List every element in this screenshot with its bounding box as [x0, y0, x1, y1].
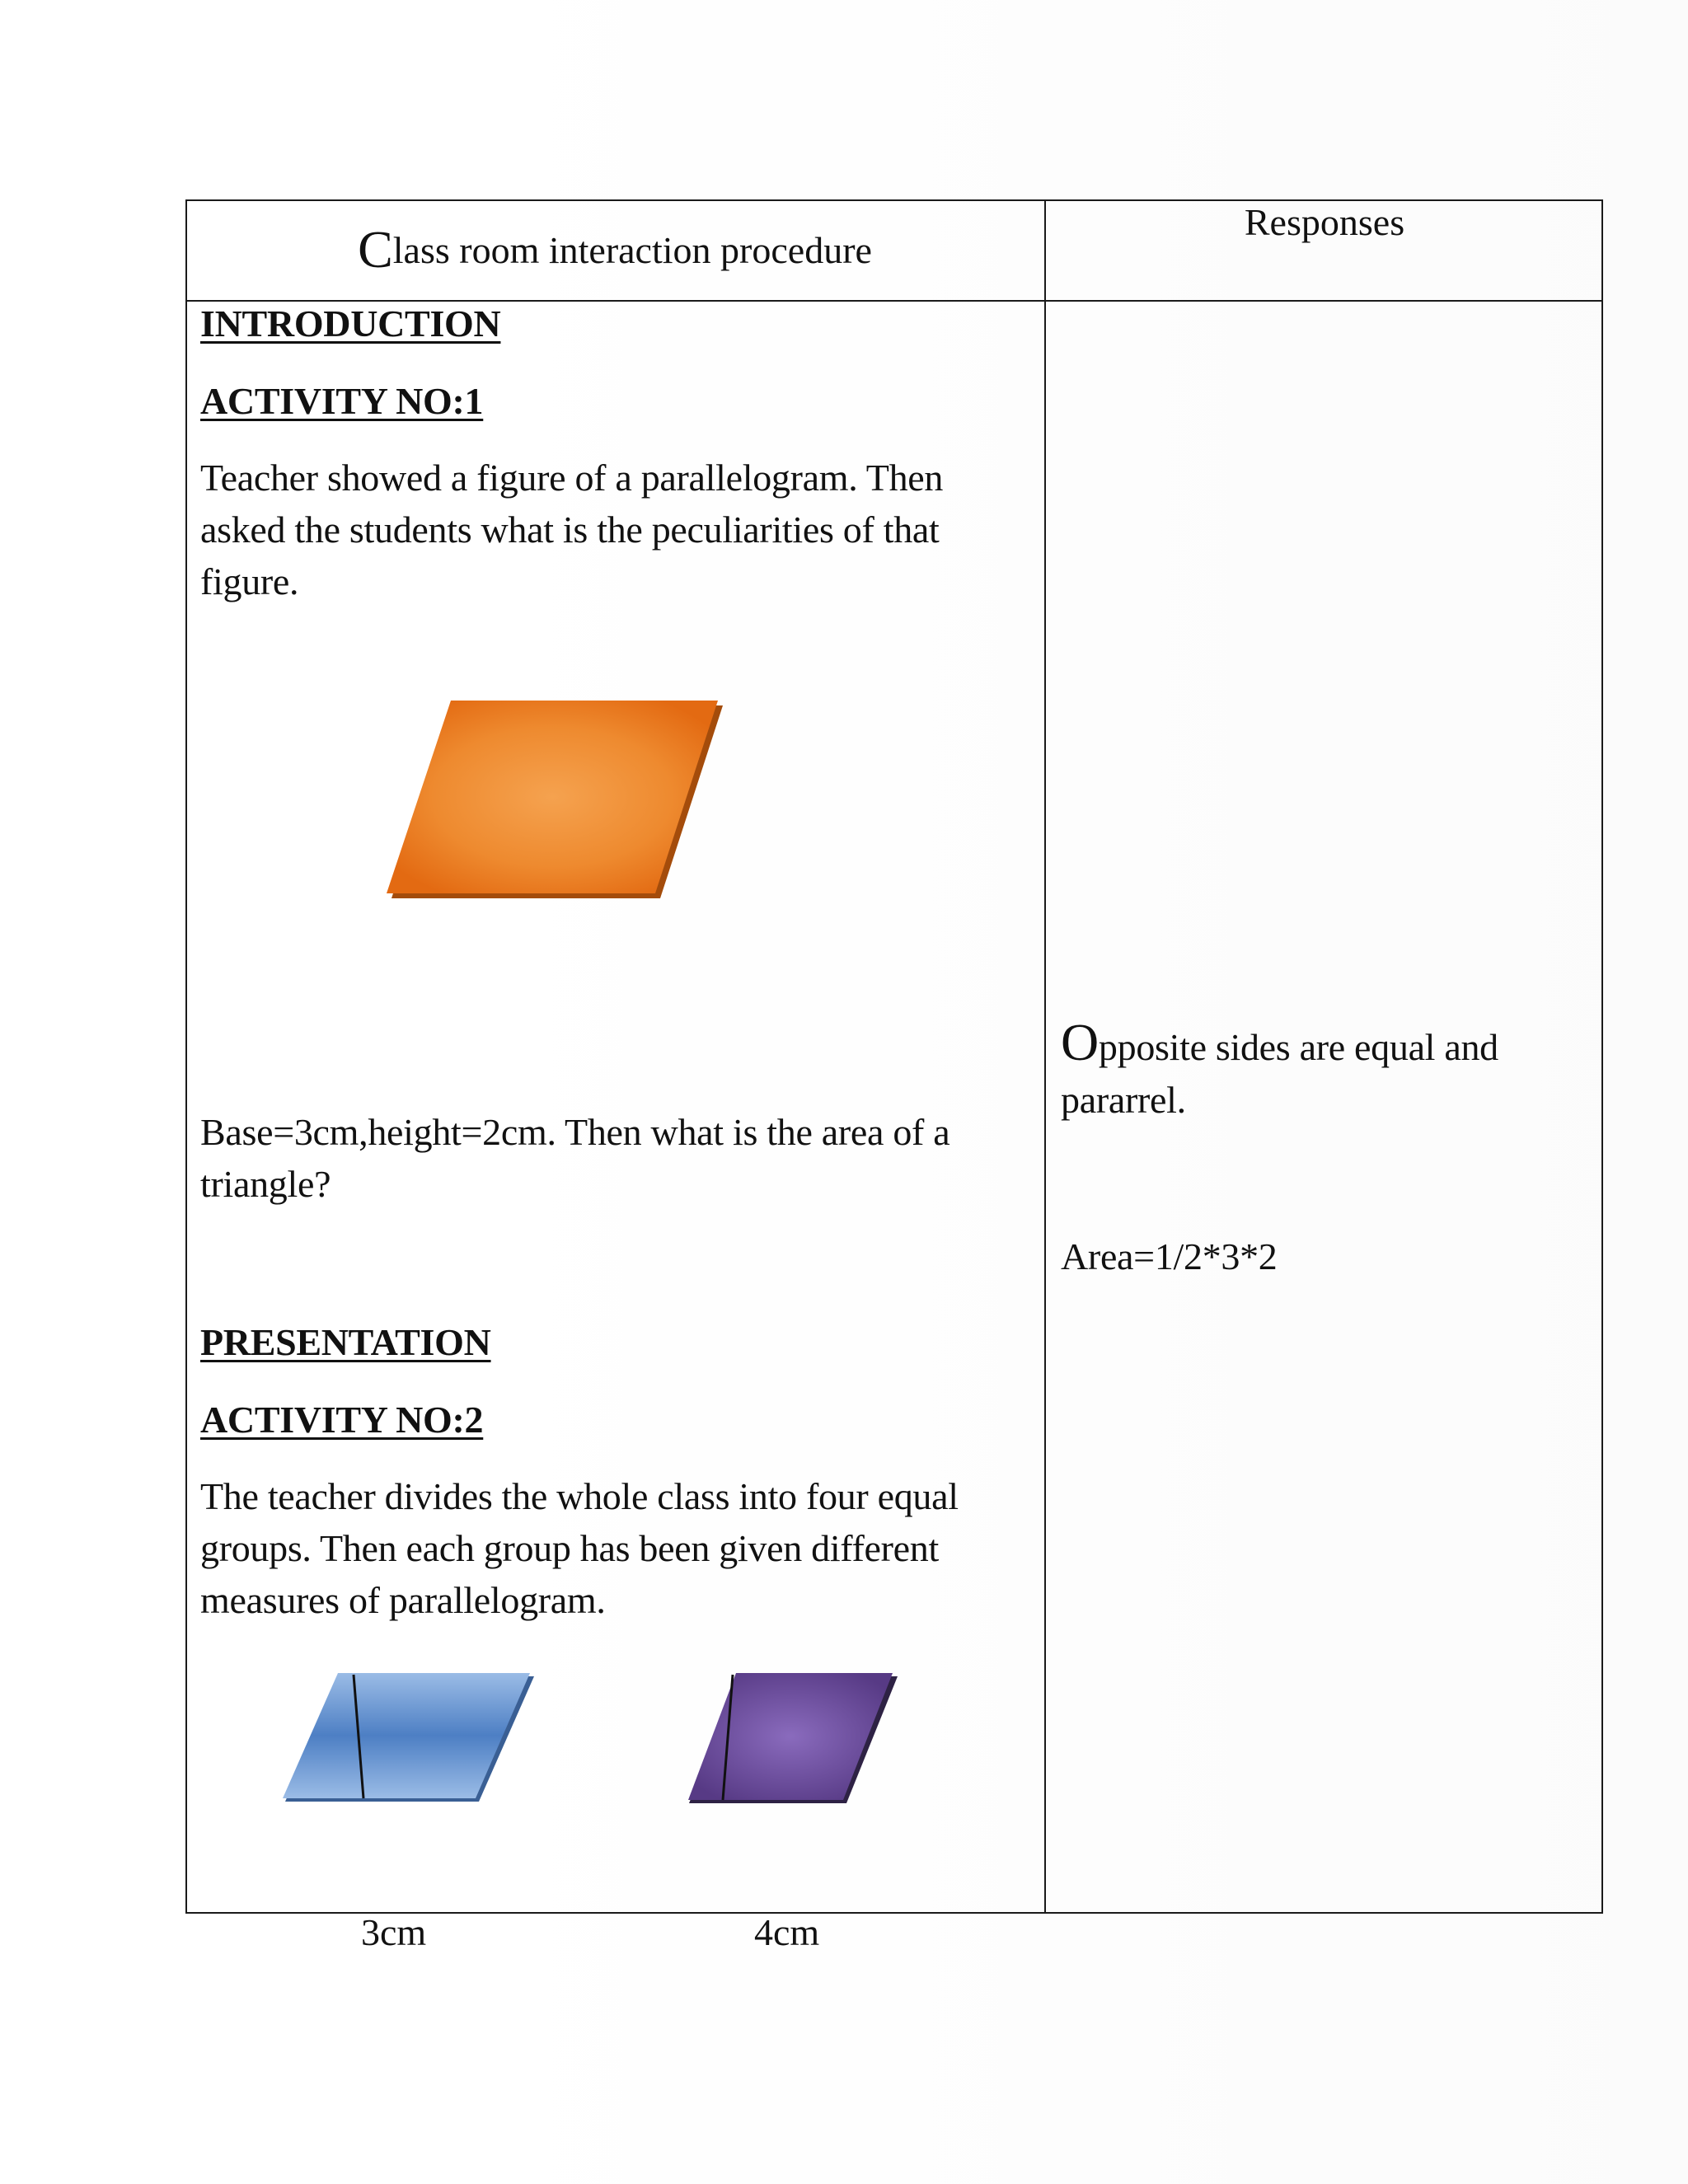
activity2-text: The teacher divides the whole class into four equal groups. Then each group has been given different measures of parallelogram.: [200, 1475, 959, 1621]
lesson-table: [185, 199, 1603, 1953]
header-procedure-initial: C: [358, 220, 393, 279]
purple-figure-label: 4cm: [754, 1911, 820, 1953]
activity1-heading: ACTIVITY NO:1: [200, 380, 484, 422]
response1-line1: [1061, 1012, 1498, 1073]
response1-initial: O: [1061, 1013, 1099, 1071]
orange-parallelogram-figure: [382, 694, 728, 908]
purple-parallelogram: [688, 1673, 893, 1800]
response2-text: Area=1/2*3*2: [1061, 1235, 1278, 1277]
response1-line2: pararrel.: [1061, 1079, 1186, 1121]
blue-parallelogram: [283, 1673, 530, 1798]
blue-parallelogram-figure: [283, 1668, 538, 1808]
activity1-text: Teacher showed a figure of a parallelogram. Then asked the students what is the peculiarities of that figure.: [200, 457, 944, 602]
activity2-heading: ACTIVITY NO:2: [200, 1399, 484, 1441]
header-procedure-text: lass room interaction procedure: [392, 228, 872, 271]
header-procedure: [185, 199, 1044, 300]
blue-figure-label: 3cm: [361, 1911, 427, 1953]
header-responses-text: Responses: [1244, 201, 1405, 243]
purple-parallelogram-figure: [688, 1668, 903, 1808]
header-responses: [1046, 199, 1603, 300]
column-divider: [1044, 199, 1046, 1914]
question-text: Base=3cm,height=2cm. Then what is the area of a triangle?: [200, 1111, 950, 1205]
introduction-heading: INTRODUCTION: [200, 302, 501, 344]
presentation-heading: PRESENTATION: [200, 1321, 491, 1363]
response1-text: pposite sides are equal and: [1098, 1026, 1498, 1068]
